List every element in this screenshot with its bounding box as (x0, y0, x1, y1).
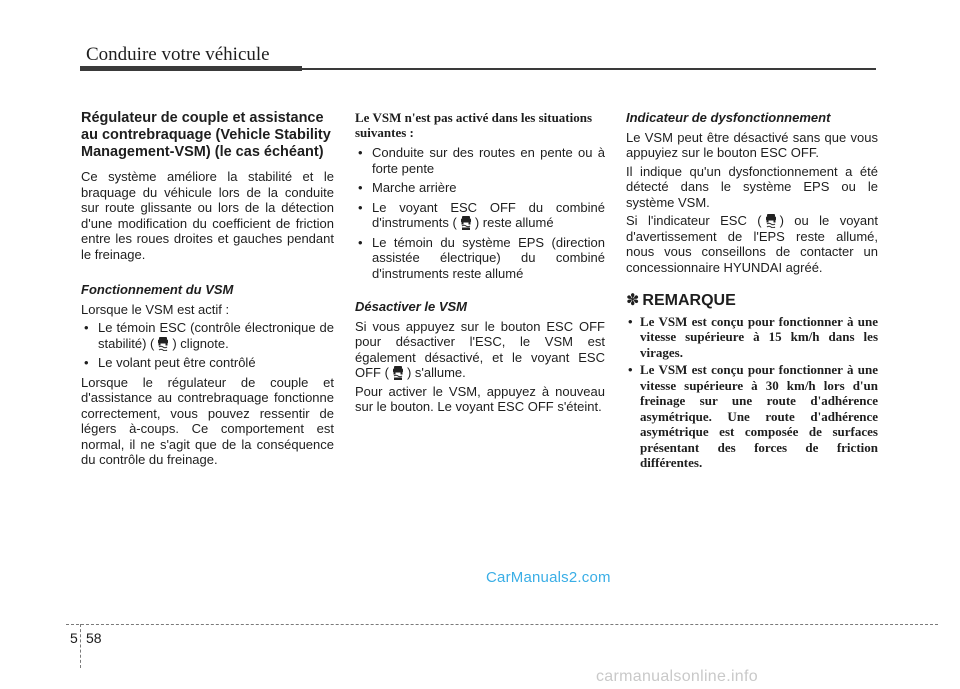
reactivate-paragraph: Pour activer le VSM, appuyez à nouveau sur le bouton. Le voyant ESC OFF s'éteint. (355, 383, 605, 414)
sub-heading-desactiver: Désactiver le VSM (355, 299, 468, 314)
footer-vertical-rule (80, 624, 81, 668)
list-item: • Conduite sur des routes en pente ou à forte pente (355, 145, 605, 176)
esc-off-car-skid-icon (392, 365, 404, 380)
not-active-list (355, 145, 605, 281)
list-item: • Le VSM est conçu pour fonctionner à une vitesse supérieure à 30 km/h lors d'un freinage sur une route d'adhérence asymétrique. Une route d'adhérence asymétrique est composée de surfaces présentant des forces de friction différentes. (626, 362, 878, 471)
header-rule (302, 68, 876, 70)
malfunction-para-3: Si l'indicateur ESC ( ) ou le voyant d'avertissement de l'EPS reste allumé, nous vous conseillons de contacter un concessionnaire HYUNDAI agréé. (626, 213, 878, 275)
chapter-number: 5 (70, 630, 78, 646)
esc-car-skid-icon (765, 213, 777, 228)
list-item: • Le voyant ESC OFF du combiné d'instruments ( ) reste allumé (355, 200, 605, 231)
not-active-heading: Le VSM n'est pas activé dans les situations suivantes : (355, 110, 593, 140)
list-item: • Le volant peut être contrôlé (81, 355, 334, 371)
list-item: • Le témoin ESC (contrôle électronique de stabilité) ( ) clignote. (81, 320, 334, 351)
deactivate-paragraph: Si vous appuyez sur le bouton ESC OFF pour désactiver l'ESC, le VSM est également désactivé, et le voyant ESC OFF ( ) s'allume. (355, 318, 605, 380)
section-heading-vsm: Régulateur de couple et assistance au contrebraquage (Vehicle Stability Management-VSM) (le cas échéant) (81, 110, 331, 160)
sub-heading-fonctionnement: Fonctionnement du VSM (81, 282, 234, 297)
active-conditions-list (81, 320, 334, 371)
remarque-list (626, 314, 878, 471)
lead-text: Lorsque le VSM est actif : (81, 301, 230, 317)
watermark-link[interactable]: CarManuals2.com (486, 569, 611, 586)
sub-heading-dysfonctionnement: Indicateur de dysfonctionnement (626, 110, 831, 125)
column-2 (355, 110, 605, 415)
footer-rule (66, 624, 938, 625)
closing-paragraph: Lorsque le régulateur de couple et d'assistance au contrebraquage fonctionne correctement, vous pouvez ressentir de légers à-coups. Ce comportement est normal, il ne s'agit que de la conséquence du contrôle du freinage. (81, 374, 334, 467)
malfunction-para-2: Il indique qu'un dysfonctionnement a été détecté dans le système EPS ou le système VSM. (626, 163, 878, 210)
header-title: Conduire votre véhicule (86, 44, 270, 65)
list-item: • Le VSM est conçu pour fonctionner à une vitesse supérieure à 15 km/h dans les virages. (626, 314, 878, 361)
esc-off-car-skid-icon (460, 215, 472, 230)
page-number: 58 (86, 630, 102, 646)
header-bar (80, 66, 302, 71)
list-item: • Le témoin du système EPS (direction assistée électrique) du combiné d'instruments reste allumé (355, 235, 605, 282)
remarque-title: ✽ REMARQUE (626, 292, 736, 309)
column-1 (81, 110, 334, 468)
note-star-icon: ✽ (626, 292, 640, 309)
column-3 (626, 110, 878, 473)
intro-paragraph: Ce système améliore la stabilité et le braquage du véhicule lors de la conduite sur route glissante ou lors de la détection d'une modification du coefficient de friction entre les roues droites et gauches pendant le freinage. (81, 169, 334, 262)
esc-car-skid-icon (157, 336, 169, 351)
footer-url[interactable]: carmanualsonline.info (596, 668, 758, 685)
malfunction-para-1: Le VSM peut être désactivé sans que vous appuyiez sur le bouton ESC OFF. (626, 129, 878, 160)
list-item: • Marche arrière (355, 180, 605, 196)
